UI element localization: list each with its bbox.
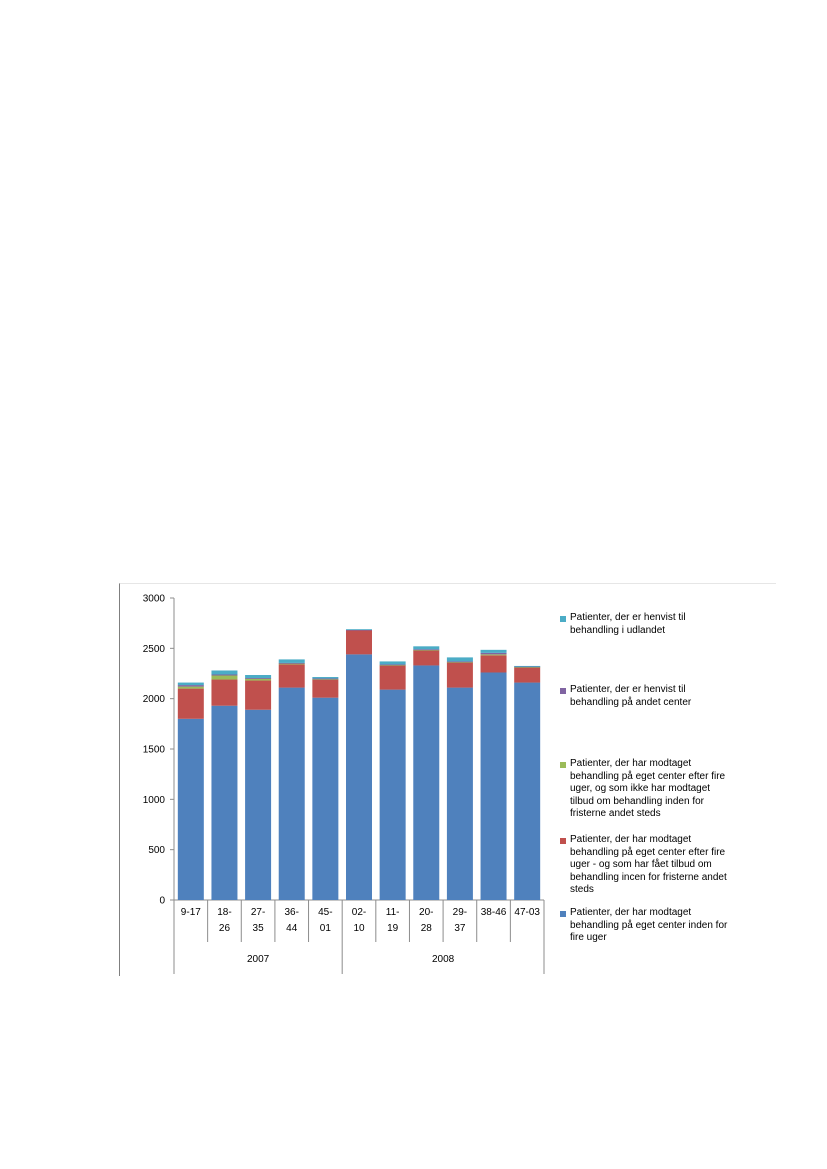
bar-segment	[245, 710, 271, 900]
bar-segment	[447, 661, 473, 662]
bar-segment	[178, 687, 204, 689]
legend-label	[570, 684, 770, 709]
bar-segment	[380, 690, 406, 900]
bar-segment	[514, 666, 540, 667]
chart-frame	[119, 583, 776, 976]
bar-segment	[312, 677, 338, 679]
bar-segment	[178, 689, 204, 719]
bar-segment	[178, 683, 204, 686]
y-tick-label: 1000	[142, 794, 165, 806]
chart-legend	[560, 584, 776, 976]
bar-segment	[481, 654, 507, 655]
y-tick-label: 2000	[142, 694, 165, 706]
bar-segment	[481, 672, 507, 900]
bar-segment	[447, 688, 473, 900]
bar-segment	[447, 657, 473, 661]
legend-swatch	[560, 762, 566, 768]
bar-segment	[245, 679, 271, 681]
bar-segment	[380, 665, 406, 689]
x-tick-label: 01	[319, 923, 331, 934]
bar-segment	[481, 655, 507, 672]
bar-segment	[279, 663, 305, 664]
legend-label-line: uger - og som har fået tilbud om	[570, 859, 712, 870]
legend-label-line: Patienter, der har modtaget	[570, 834, 692, 845]
legend-label-line: behandling på andet center	[570, 696, 692, 708]
bar-segment	[413, 665, 439, 900]
bar-segment	[346, 629, 372, 630]
legend-label-line: Patienter, der er henvist til	[570, 612, 686, 623]
legend-swatch	[560, 838, 566, 844]
legend-label-line: behandling incen for fristerne andet	[570, 871, 727, 883]
x-tick-label: 9-17	[180, 907, 201, 918]
legend-label-line: steds	[570, 884, 594, 895]
legend-label-line: behandling på eget center efter fire	[570, 846, 726, 858]
legend-label-line: Patienter, der har modtaget	[570, 907, 692, 918]
legend-label-line: behandling på eget center inden for	[570, 919, 728, 931]
legend-label-line: Patienter, der har modtaget	[570, 758, 692, 769]
bar-segment	[413, 649, 439, 650]
x-tick-label: 02-	[351, 907, 367, 918]
legend-swatch	[560, 616, 566, 622]
legend-label	[570, 834, 770, 897]
bar-segment	[279, 664, 305, 687]
x-tick-label: 29-	[452, 907, 468, 918]
bar-segment	[346, 630, 372, 654]
bar-segment	[279, 659, 305, 663]
x-tick-label: 35	[252, 923, 264, 934]
legend-label	[570, 907, 770, 945]
x-tick-label: 11-	[385, 907, 400, 918]
x-group-label: 2007	[246, 954, 270, 965]
bar-segment	[514, 683, 540, 900]
bar-segment	[514, 667, 540, 682]
legend-swatch	[560, 688, 566, 694]
bar-segment	[481, 650, 507, 653]
bar-segment	[380, 664, 406, 665]
bar-segment	[279, 688, 305, 900]
bar-segment	[245, 681, 271, 710]
bar-segment	[178, 685, 204, 687]
x-group-label: 2008	[431, 954, 455, 965]
bar-segment	[413, 646, 439, 649]
x-tick-label: 10	[353, 923, 365, 934]
legend-label-line: fire uger	[570, 932, 607, 943]
bar-segment	[312, 680, 338, 698]
x-tick-label: 26	[218, 923, 231, 934]
legend-label-line: uger, og som ikke har modtaget	[570, 783, 711, 794]
y-tick-label: 2500	[142, 643, 165, 655]
legend-label-line: tilbud om behandling inden for	[570, 795, 704, 807]
legend-label-line: behandling på eget center efter fire	[570, 770, 726, 782]
legend-label-line: fristerne andet steds	[570, 808, 661, 819]
bar-segment	[346, 654, 372, 900]
bar-segment	[413, 650, 439, 665]
bar-segment	[245, 678, 271, 679]
legend-label	[570, 612, 770, 637]
x-tick-label: 18-	[217, 907, 232, 918]
bar-segment	[211, 680, 237, 706]
legend-label-line: Patienter, der er henvist til	[570, 684, 686, 695]
y-tick-label: 0	[159, 895, 165, 907]
x-tick-label: 28	[420, 923, 432, 934]
x-tick-label: 38-46	[480, 907, 507, 918]
x-tick-label: 19	[387, 923, 399, 934]
bar-segment	[211, 676, 237, 680]
y-tick-label: 3000	[142, 593, 165, 605]
bar-segment	[312, 679, 338, 680]
x-tick-label: 47-03	[514, 907, 540, 918]
y-tick-label: 500	[148, 845, 165, 857]
legend-label-line: behandling i udlandet	[570, 624, 666, 636]
bar-segment	[211, 675, 237, 676]
x-tick-label: 27-	[250, 907, 266, 918]
y-tick-label: 1500	[142, 744, 165, 756]
bar-segment	[211, 706, 237, 900]
x-tick-label: 20-	[419, 907, 434, 918]
x-tick-label: 45-	[318, 907, 333, 918]
bar-segment	[481, 653, 507, 655]
bar-segment	[380, 661, 406, 664]
x-tick-label: 44	[286, 923, 298, 934]
bar-segment	[245, 675, 271, 678]
legend-label	[570, 758, 770, 821]
bar-segment	[178, 719, 204, 900]
x-tick-label: 37	[454, 923, 466, 934]
bar-segment	[312, 698, 338, 900]
x-tick-label: 36-	[284, 907, 299, 918]
legend-swatch	[560, 911, 566, 917]
bar-segment	[447, 662, 473, 687]
stacked-bar-chart	[120, 584, 560, 976]
bar-segment	[211, 670, 237, 674]
